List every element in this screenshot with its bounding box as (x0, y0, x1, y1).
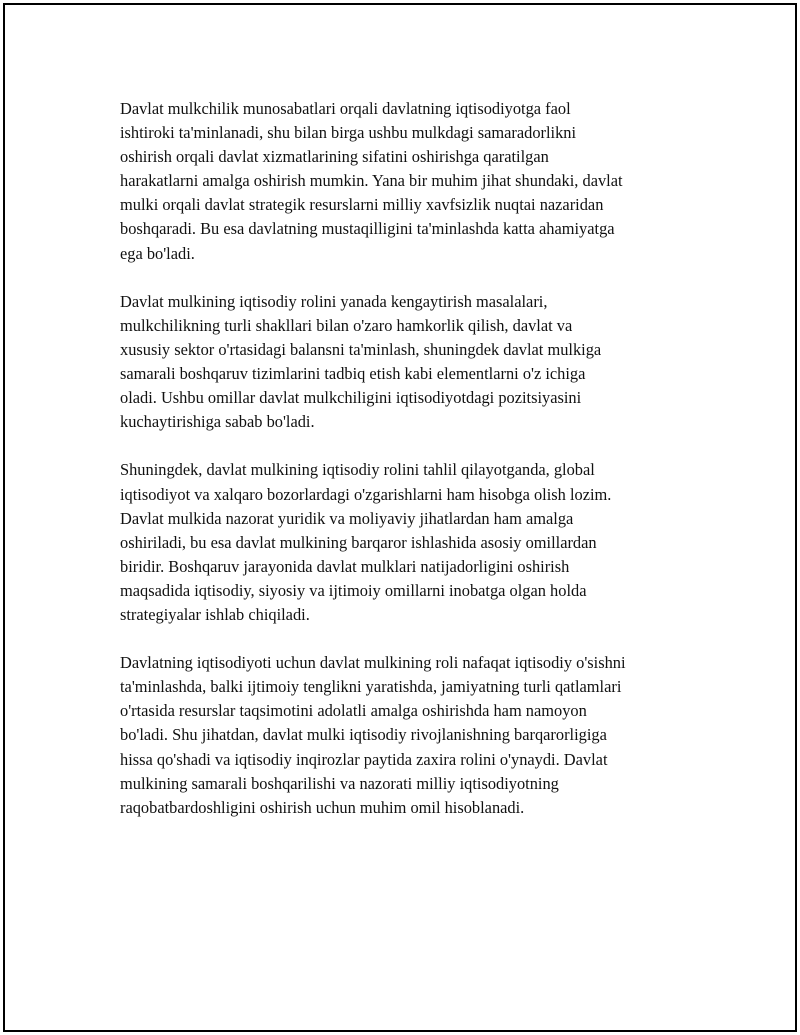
text-line: Davlat mulkining iqtisodiy rolini yanada kengaytirish masalalari, (120, 291, 548, 311)
paragraph-1 (120, 97, 700, 266)
text-line: oladi. Ushbu omillar davlat mulkchiligini iqtisodiyotdagi pozitsiyasini (120, 388, 582, 408)
text-line: boshqaradi. Bu esa davlatning mustaqilligini ta'minlashda katta ahamiyatga (120, 219, 615, 239)
text-line: iqtisodiyot va xalqaro bozorlardagi o'zgarishlarni ham hisobga olish lozim. (120, 484, 612, 504)
text-line: oshiriladi, bu esa davlat mulkining barqaror ishlashida asosiy omillardan (120, 532, 597, 552)
text-line: ishtiroki ta'minlanadi, shu bilan birga ushbu mulkdagi samaradorlikni (120, 123, 577, 143)
text-line: strategiyalar ishlab chiqiladi. (120, 604, 310, 624)
paragraph-4 (120, 651, 700, 820)
text-line: Davlatning iqtisodiyoti uchun davlat mulkining roli nafaqat iqtisodiy o'sishni (120, 653, 626, 673)
text-line: Shuningdek, davlat mulkining iqtisodiy rolini tahlil qilayotganda, global (120, 460, 595, 480)
text-line: biridir. Boshqaruv jarayonida davlat mulklari natijadorligini oshirish (120, 556, 570, 576)
text-line: ega bo'ladi. (120, 243, 195, 263)
text-line: o'rtasida resurslar taqsimotini adolatli amalga oshirishda ham namoyon (120, 701, 587, 721)
text-line: mulki orqali davlat strategik resurslarni milliy xavfsizlik nuqtai nazaridan (120, 195, 604, 215)
text-line: hissa qo'shadi va iqtisodiy inqirozlar paytida zaxira rolini o'ynaydi. Davlat (120, 749, 608, 769)
text-line: maqsadida iqtisodiy, siyosiy va ijtimoiy omillarni inobatga olgan holda (120, 580, 587, 600)
paragraph-2 (120, 290, 700, 435)
text-line: xususiy sektor o'rtasidagi balansni ta'minlash, shuningdek davlat mulkiga (120, 339, 602, 359)
document-body (120, 97, 700, 844)
text-line: oshirish orqali davlat xizmatlarining sifatini oshirishga qaratilgan (120, 147, 549, 167)
text-line: bo'ladi. Shu jihatdan, davlat mulki iqtisodiy rivojlanishning barqarorligiga (120, 725, 607, 745)
text-line: kuchaytirishiga sabab bo'ladi. (120, 412, 315, 432)
text-line: Davlat mulkida nazorat yuridik va moliyaviy jihatlardan ham amalga (120, 508, 574, 528)
text-line: raqobatbardoshligini oshirish uchun muhim omil hisoblanadi. (120, 797, 525, 817)
paragraph-3 (120, 458, 700, 627)
text-line: Davlat mulkchilik munosabatlari orqali davlatning iqtisodiyotga faol (120, 99, 571, 118)
text-line: harakatlarni amalga oshirish mumkin. Yana bir muhim jihat shundaki, davlat (120, 171, 623, 191)
text-line: mulkining samarali boshqarilishi va nazorati milliy iqtisodiyotning (120, 773, 559, 793)
text-line: ta'minlashda, balki ijtimoiy tenglikni yaratishda, jamiyatning turli qatlamlari (120, 677, 622, 697)
text-line: mulkchilikning turli shakllari bilan o'zaro hamkorlik qilish, davlat va (120, 315, 573, 335)
text-line: samarali boshqaruv tizimlarini tadbiq etish kabi elementlarni o'z ichiga (120, 364, 586, 384)
page-frame (3, 3, 797, 1032)
